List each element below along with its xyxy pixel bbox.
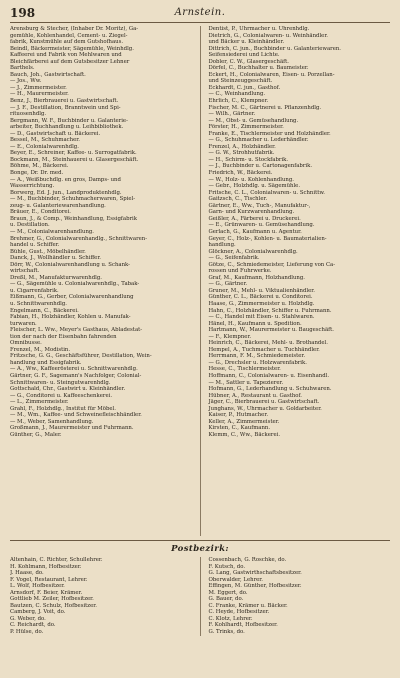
directory-entry: G. Lang, Gastwirthschaftsbesitzer. bbox=[208, 570, 302, 577]
directory-entry: — F., Klempner. bbox=[208, 333, 252, 340]
directory-entry: Bauch, Joh., Gastwirtschaft. bbox=[10, 71, 86, 78]
directory-entry: Oberwalder, Lehrer. bbox=[208, 576, 263, 583]
directory-entry: Gottlieb M. Zeiler, Hofbesitzer. bbox=[10, 596, 94, 603]
directory-entry: Camberg, J. Voit, do. bbox=[10, 609, 66, 616]
directory-entry: rossen und Fuhrwerke. bbox=[208, 268, 272, 275]
directory-entry: — A., Ww., Kaffeerösterei u. Schnittwarenhdlg. bbox=[10, 366, 138, 373]
directory-entry: C. Reichardt, do. bbox=[10, 622, 56, 629]
directory-entry: Herrmann, F. M., Schmiedemeister. bbox=[208, 353, 306, 360]
directory-entry: gemühle, Kohlenhandel, Cement- u. Ziegel- bbox=[10, 32, 128, 39]
directory-entry: — G., Schuhmacher u. Lederhändler. bbox=[208, 137, 309, 144]
directory-entry: Engelmann, C., Bäckerei. bbox=[10, 307, 79, 314]
directory-entry: Gärtner, G. F., Sagemann's Nachfolger, Colonial- bbox=[10, 372, 142, 379]
directory-entry: Braun, J., & Comp., Weinhandlung, Essigfabrik bbox=[10, 215, 137, 222]
directory-entry: J. Haase, do. bbox=[10, 570, 44, 577]
directory-entry: — J. F., Destillation, Branntwein und Spi- bbox=[10, 104, 121, 111]
directory-entry: Fritzsche, G. G., Geschäftsführer, Destillation, Wein- bbox=[10, 353, 152, 360]
directory-entry: Borwerg, Ed. J. jun., Landproduktenhdlg. bbox=[10, 189, 122, 196]
directory-entry: — L., Zimmermeister. bbox=[10, 399, 69, 406]
directory-entry: Gerlach, G., Kaufmann u. Agentur. bbox=[208, 228, 302, 235]
directory-entry: Benz, J., Bierbrauerei u. Gastwirtschaft. bbox=[10, 98, 119, 105]
directory-entry: Götze, C., Schmiedemeister, Lieferung von Ca- bbox=[208, 261, 336, 268]
directory-entry: Hartmann, W., Maurermeister u. Baugeschäft. bbox=[208, 327, 334, 334]
directory-entry: — Gebr., Holzhdlg. u. Sägemühle. bbox=[208, 183, 301, 190]
directory-entry: L. Wolf, Hofbesitzer. bbox=[10, 583, 65, 590]
directory-entry: Hofmann, G., Lederhandlung u. Schuhwaren. bbox=[208, 386, 332, 393]
directory-entry: Graf, M., Kaufmann, Holzhandlung. bbox=[208, 274, 305, 281]
directory-entry: G. Trinks, do. bbox=[208, 629, 245, 636]
directory-entry: F. Kohlhardt, Hofbesitzer. bbox=[208, 622, 278, 629]
directory-entry: zeug- u. Galanteriewarenhandlung. bbox=[10, 202, 106, 209]
directory-entry: Großmann, J., Maurermeister und Fuhrmann. bbox=[10, 425, 134, 432]
directory-entry: Gruner, M., Mehl- u. Viktualienhändler. bbox=[208, 287, 315, 294]
directory-entry: Gottschald, Chr., Gastwirt u. Kleinhändler. bbox=[10, 386, 126, 393]
directory-entry: Bockmann, M., Steinhauerei u. Glasergeschäft. bbox=[10, 156, 139, 163]
directory-entry: — J., Buchbinder u. Cartonagenfabrik. bbox=[208, 163, 313, 170]
directory-entry: rituosenhdlg. bbox=[10, 111, 47, 118]
directory-entry: Brehmer, G., Colonialwarenhandlg., Schnittwaren- bbox=[10, 235, 148, 242]
directory-entry: Barthels. bbox=[10, 65, 35, 72]
post-section bbox=[10, 557, 390, 636]
page-number: 198 bbox=[10, 6, 36, 20]
directory-entry: Günther, G., Maler. bbox=[10, 431, 62, 438]
directory-entry: tion der nach der Eisenbahn fahrenden bbox=[10, 333, 117, 340]
directory-entry: Arensburg & Stecher, (Inhaber Dr. Moritz), Ga- bbox=[10, 26, 139, 32]
directory-entry: handlung. bbox=[208, 242, 236, 249]
directory-entry: Fleischer, L. Ww., Meyer's Gasthaus, Abladestat- bbox=[10, 327, 143, 334]
directory-entry: C. Heyde, Hofbesitzer. bbox=[208, 609, 270, 616]
directory-entry: — Wilh., Gärtner. bbox=[208, 111, 256, 118]
directory-entry: Fischer, M. C., Gärtnerei u. Pflanzenhdlg. bbox=[208, 104, 322, 111]
directory-entry: und Steinzeuggeschäft. bbox=[208, 78, 273, 85]
directory-entry: Keller, A., Zimmermeister. bbox=[208, 418, 280, 425]
directory-entry: fabrik, Kunstmühle auf dem Gutshofhaus. bbox=[10, 39, 124, 46]
directory-entry: C. Franke, Krämer u. Bäcker. bbox=[208, 602, 288, 609]
directory-entry: — M., Obst- u. Gemüsehandlung. bbox=[208, 117, 299, 124]
directory-entry: Frenzel, A., Holzhändler. bbox=[208, 143, 276, 150]
directory-entry: Beindl, Bäckermeister, Sägemühle, Weinhdlg. bbox=[10, 45, 134, 52]
directory-entry: G. Weber, do. bbox=[10, 615, 46, 622]
directory-entry: — E., Grünwaren- u. Gemüsehandlung. bbox=[208, 222, 315, 229]
directory-entry: handlung und Essigfabrik. bbox=[10, 359, 82, 366]
directory-entry: Bautzen, C. Schulz, Hofbesitzer. bbox=[10, 602, 97, 609]
directory-entry: — G., Gärtner. bbox=[208, 281, 248, 288]
section-divider bbox=[10, 540, 390, 541]
directory-entry: M. Eggert, do. bbox=[208, 589, 248, 596]
directory-entry: — G. W., Strohhutfabrik. bbox=[208, 150, 275, 157]
directory-entry: Franke, E., Tischlermeister und Holzhändler. bbox=[208, 130, 331, 137]
directory-entry: Haase, G., Zimmermeister u. Holzhdlg. bbox=[208, 300, 315, 307]
directory-entry: — G., Drechsler u. Holzwarenfabrik. bbox=[208, 359, 307, 366]
directory-entry: und Bäcker u. Kleinhändler. bbox=[208, 39, 285, 46]
directory-entry: P. Hülse, do. bbox=[10, 629, 44, 636]
directory-entry: — A., Weißbuchdlg. en gros, Damps- und bbox=[10, 176, 121, 183]
directory-entry: Kaiser, P., Hutmacher. bbox=[208, 412, 269, 419]
directory-entry: Dörr, W., Colonialwarenhandlung u. Schank- bbox=[10, 261, 130, 268]
directory-entry: — Jos., Ww. bbox=[10, 78, 42, 85]
post-column-divider bbox=[200, 557, 201, 636]
directory-entry: G. Bauer, do. bbox=[208, 596, 244, 603]
directory-entry: Cossenbach, G. Roschke, do. bbox=[208, 557, 287, 563]
directory-entry: Omnibusse. bbox=[10, 340, 42, 347]
directory-entry: Bonge, Dr. Dr. med. bbox=[10, 170, 64, 177]
directory-entry: Jäger, C., Bierbrauerei u. Gastwirtschaft. bbox=[208, 399, 320, 406]
directory-entry: wirtschaft. bbox=[10, 268, 40, 275]
directory-entry: Dittrich, C. jun., Buchbinder u. Galanteriewaren. bbox=[208, 45, 341, 52]
directory-entry: H. Kohlmann, Hofbesitzer. bbox=[10, 563, 82, 570]
directory-entry: Eckert, H., Colonialwaren, Eisen- u. Porzellan- bbox=[208, 71, 335, 78]
left-column bbox=[10, 26, 192, 536]
directory-entry: Grahl, F., Holzhdlg., Institut für Möbel. bbox=[10, 405, 116, 412]
directory-entry: Arnsdorf, F. Beier, Krämer. bbox=[10, 589, 83, 596]
directory-entry: — M., Buchbinder, Schuhmacherwaren, Spiel- bbox=[10, 196, 136, 203]
directory-entry: — C., Weinhandlung. bbox=[208, 91, 266, 98]
directory-entry: turwaren. bbox=[10, 320, 37, 327]
directory-entry: — J., Zimmermeister. bbox=[10, 84, 67, 91]
directory-entry: — M., Wm., Kaffee- und Schweinefleischhändler. bbox=[10, 412, 142, 419]
directory-entry: Bräuer, E., Conditorei. bbox=[10, 209, 71, 216]
post-right-column bbox=[208, 557, 390, 636]
directory-entry: — H., Schirm- u. Stockfabrik. bbox=[208, 156, 289, 163]
directory-entry: Friedrich, W., Bäckerei. bbox=[208, 170, 273, 177]
directory-entry: Beyer, E., Schreiner, Kaffee- u. Surrogatfabrik. bbox=[10, 150, 137, 157]
directory-entry: Schnittwaren- u. Steingutwarenhdlg. bbox=[10, 379, 111, 386]
directory-entry: — G., Seifenfabrik. bbox=[208, 255, 260, 262]
directory-entry: Hänel, H., Kaufmann u. Spedition. bbox=[208, 320, 302, 327]
directory-columns bbox=[10, 26, 390, 536]
directory-entry: — H., Maurermeister. bbox=[10, 91, 69, 98]
directory-entry: Dietrich, G., Colonialwaren- u. Weinhändler. bbox=[208, 32, 328, 39]
directory-entry: Frenzel, M., Modistin. bbox=[10, 346, 71, 353]
directory-entry: Seifensiederei und Lichte. bbox=[208, 52, 280, 59]
directory-entry: Bergmann, W. F., Buchbinder u. Galanterie- bbox=[10, 117, 128, 124]
directory-entry: Fritsche, C. L., Colonialwaren- u. Schnittw. bbox=[208, 189, 325, 196]
directory-entry: Eckhardt, C. jun., Gasthof. bbox=[208, 84, 281, 91]
directory-entry: Dörfel, C., Buchhalter u. Baumeister. bbox=[208, 65, 309, 72]
column-divider bbox=[200, 26, 201, 536]
directory-entry: Böhme, M., Bäckerei. bbox=[10, 163, 69, 170]
directory-entry: Hoffmann, C., Colonialwaren- u. Eisenhandl. bbox=[208, 372, 330, 379]
directory-entry: u. Cigarrenfabrik. bbox=[10, 287, 59, 294]
post-left-column bbox=[10, 557, 192, 636]
directory-entry: Hübner, A., Restaurant u. Gasthof. bbox=[208, 392, 302, 399]
directory-entry: Effingen, M. Günther, Hofbesitzer. bbox=[208, 583, 302, 590]
directory-entry: — G., Sägemühle u. Colonialwarenhdlg., Tabak- bbox=[10, 281, 140, 288]
directory-entry: C. Klotz, Lehrer. bbox=[208, 615, 253, 622]
directory-entry: Geyer, C., Holz-, Kohlen- u. Baumaterialien- bbox=[208, 235, 327, 242]
directory-entry: Dentist, P., Uhrmacher u. Uhrenhdlg. bbox=[208, 26, 310, 32]
directory-entry: Hahn, C., Holzhändler, Schiffer u. Fuhrmann. bbox=[208, 307, 332, 314]
directory-entry: F. Vogel, Restaurant, Lehrer. bbox=[10, 576, 88, 583]
running-title: Arnstein. bbox=[174, 7, 226, 18]
directory-entry: — D., Gastwirtschaft u. Bäckerei. bbox=[10, 130, 101, 137]
directory-entry: Gaitzsch, C., Tischler. bbox=[208, 196, 268, 203]
right-column bbox=[208, 26, 390, 536]
directory-entry: — C., Handel mit Eisen- u. Stahlwaren. bbox=[208, 314, 315, 321]
directory-entry: Bleichfärberei auf dem Gutsbesitzer Lehner bbox=[10, 58, 130, 65]
directory-entry: Dreßl, M., Manufakturwarenhdlg. bbox=[10, 274, 102, 281]
directory-entry: F. Kutsch, do. bbox=[208, 563, 246, 570]
directory-entry: Heinrich, C., Bäckerei, Mehl- u. Brothandel. bbox=[208, 340, 328, 347]
directory-entry: Kirsten, C., Kaufmann. bbox=[208, 425, 271, 432]
directory-entry: arbeiter, Buchhandlung u. Leihbibliothek. bbox=[10, 124, 124, 131]
directory-entry: Hesse, C., Tischlermeister. bbox=[208, 366, 281, 373]
directory-entry: Bühle, Gust., Möbelhändler. bbox=[10, 248, 86, 255]
directory-entry: Glöckner, A., Colonialwarenhdlg. bbox=[208, 248, 298, 255]
directory-entry: Junghans, W., Uhrmacher u. Goldarbeiter. bbox=[208, 405, 322, 412]
directory-entry: — M., Colonialwarenhandlung. bbox=[10, 228, 95, 235]
directory-entry: Geißler, A., Färberei u. Druckerei. bbox=[208, 215, 301, 222]
directory-entry: Günther, C. L., Bäckerei u. Conditorei. bbox=[208, 294, 313, 301]
directory-entry: Kaffeerei und Fabrik von Mehlwaren und bbox=[10, 52, 122, 59]
page-header bbox=[10, 6, 390, 23]
directory-entry: Klemm, C., Ww., Bäckerei. bbox=[208, 431, 281, 438]
directory-entry: — E., Colonialwarenhdlg. bbox=[10, 143, 79, 150]
directory-entry: Ehrlich, C., Klempner. bbox=[208, 98, 269, 105]
directory-entry: Fabian, H., Holzhändler, Kohlen u. Manufak- bbox=[10, 314, 131, 321]
directory-entry: handel u. Schiffer. bbox=[10, 242, 60, 249]
directory-entry: u. Schnittwarenhdlg. bbox=[10, 300, 67, 307]
directory-entry: Wasserrichtung. bbox=[10, 183, 55, 190]
directory-entry: Garn- und Kurzwarenhandlung. bbox=[208, 209, 295, 216]
directory-entry: Hempel, A., Tuchmacher u. Tuchhändler. bbox=[208, 346, 320, 353]
directory-entry: Förster, H., Zimmermeister. bbox=[208, 124, 284, 131]
directory-entry: — M., Sattler u. Tapezierer. bbox=[208, 379, 284, 386]
directory-entry: — W., Holz- u. Kohlenhandlung. bbox=[208, 176, 294, 183]
directory-entry: u. Destillation. bbox=[10, 222, 50, 229]
post-section-title: Postbezirk: bbox=[171, 544, 229, 554]
directory-entry: — G., Conditorei u. Kaffeeschenkerei. bbox=[10, 392, 113, 399]
directory-entry: Eißmann, G., Gerber, Colonialwarenhandlung bbox=[10, 294, 134, 301]
directory-entry: Dobler, C. W., Glasergeschäft. bbox=[208, 58, 289, 65]
directory-entry: Gärtner, E., Ww., Tuch-, Manufaktur-, bbox=[208, 202, 311, 209]
directory-entry: Altenhain, C. Richter, Schullehrer. bbox=[10, 557, 103, 563]
directory-entry: Danck, J., Wollhändler u. Schiffer. bbox=[10, 255, 102, 262]
directory-entry: Bessel, M., Schuhmacher. bbox=[10, 137, 80, 144]
directory-entry: — M., Weber, Samenhandlung. bbox=[10, 418, 94, 425]
